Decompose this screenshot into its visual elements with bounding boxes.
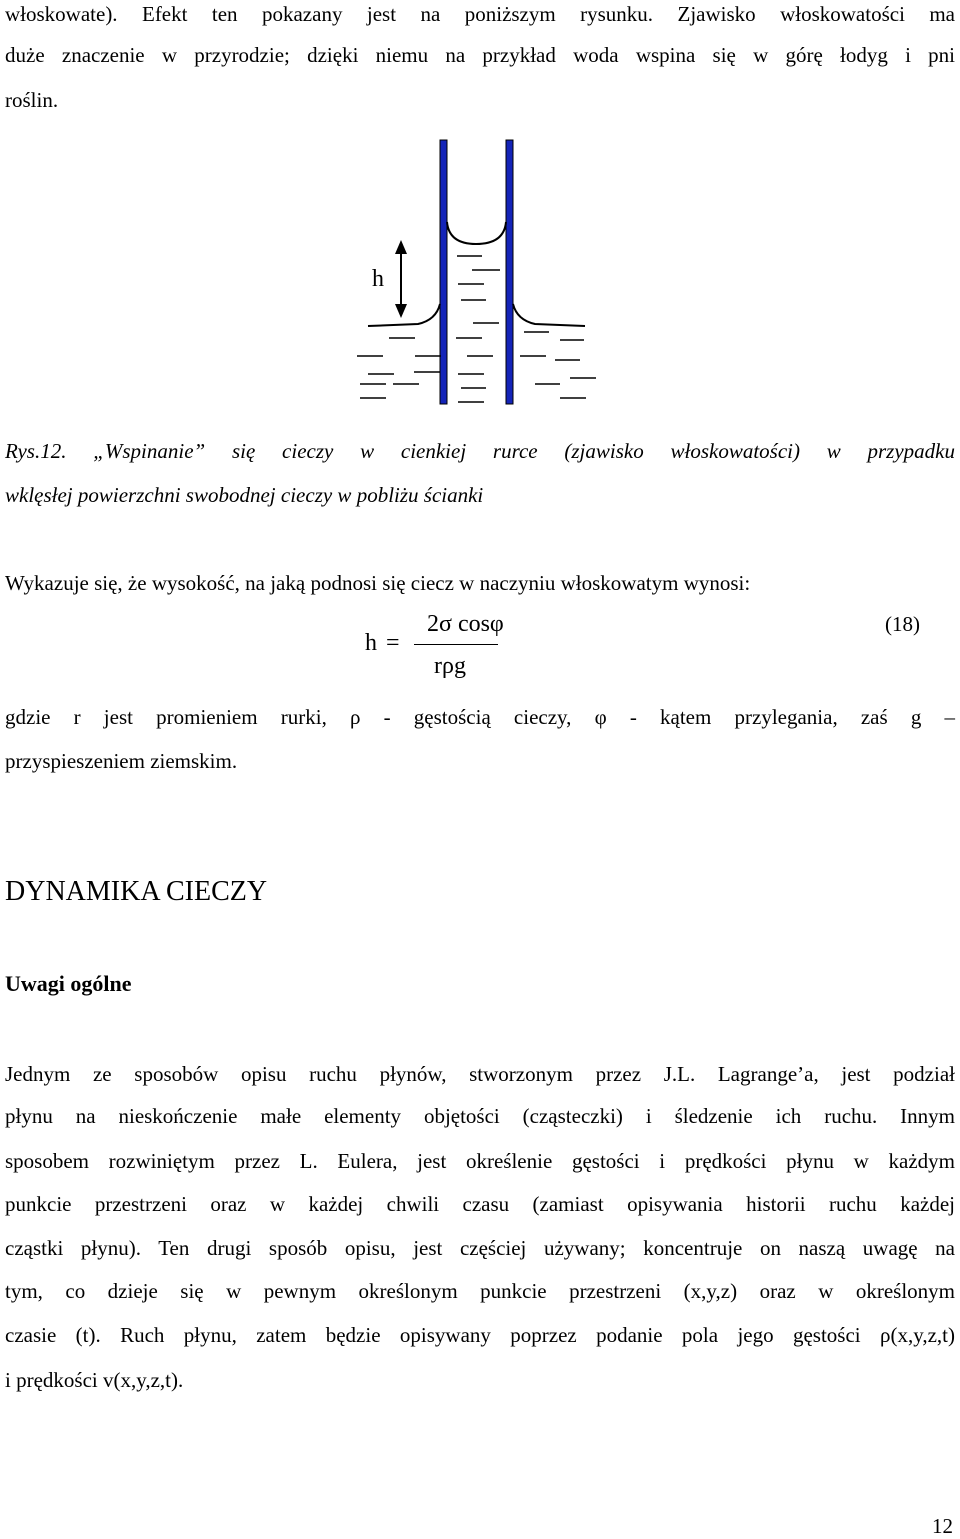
liquid-dashes	[357, 256, 596, 402]
equation-number: (18)	[885, 612, 920, 636]
intro-line-1: włoskowate). Efekt ten pokazany jest na poniższym rysunku. Zjawisko włoskowatości ma	[5, 2, 955, 26]
paragraph-line: cząstki płynu). Ten drugi sposób opisu, jest częściej używany; koncentruje on naszą uwagę na	[5, 1236, 955, 1260]
height-arrow-head-down	[395, 304, 407, 318]
paragraph-line: i prędkości v(x,y,z,t).	[5, 1368, 184, 1392]
formula-equals: =	[386, 630, 400, 656]
outer-surface-right	[513, 304, 585, 326]
page-number: 12	[932, 1514, 953, 1538]
capillary-figure	[350, 135, 610, 415]
fraction-bar	[414, 644, 498, 645]
definitions-line-2: przyspieszeniem ziemskim.	[5, 749, 238, 773]
height-label: h	[372, 266, 384, 292]
caption-line-2: wklęsłej powierzchni swobodnej cieczy w pobliżu ścianki	[5, 483, 484, 507]
paragraph-line: płynu na nieskończenie małe elementy objętości (cząsteczki) i śledzenie ich ruchu. Innym	[5, 1104, 955, 1128]
intro-line-3: roślin.	[5, 88, 59, 112]
formula-intro: Wykazuje się, że wysokość, na jaką podnosi się ciecz w naczyniu włoskowatym wynosi:	[5, 571, 751, 595]
section-title: DYNAMIKA CIECZY	[5, 876, 268, 907]
formula-denominator: rρg	[434, 653, 466, 679]
tube-wall-left	[440, 140, 447, 404]
paragraph-line: sposobem rozwiniętym przez L. Eulera, jest określenie gęstości i prędkości płynu w każdym	[5, 1149, 955, 1173]
height-arrow-head-up	[395, 240, 407, 254]
tube-wall-right	[506, 140, 513, 404]
intro-line-2: duże znaczenie w przyrodzie; dzięki niemu na przykład woda wspina się w górę łodyg i pni	[5, 43, 955, 67]
paragraph-line: Jednym ze sposobów opisu ruchu płynów, stworzonym przez J.L. Lagrange’a, jest podział	[5, 1062, 955, 1086]
subsection-title: Uwagi ogólne	[5, 971, 132, 996]
formula-lhs: h	[365, 630, 377, 656]
paragraph-line: punkcie przestrzeni oraz w każdej chwili czasu (zamiast opisywania historii ruchu każdej	[5, 1192, 955, 1216]
definitions-line-1: gdzie r jest promieniem rurki, ρ - gęstością cieczy, φ - kątem przylegania, zaś g –	[5, 705, 955, 729]
inner-meniscus	[447, 222, 506, 244]
paragraph-line: czasie (t). Ruch płynu, zatem będzie opisywany poprzez podanie pola jego gęstości ρ(x,y,z,t)	[5, 1323, 955, 1347]
caption-line-1: Rys.12. „Wspinanie” się cieczy w cienkiej rurce (zjawisko włoskowatości) w przypadku	[5, 439, 955, 463]
paragraph-line: tym, co dzieje się w pewnym określonym punkcie przestrzeni (x,y,z) oraz w określonym	[5, 1279, 955, 1303]
formula-numerator: 2σ cosφ	[427, 611, 504, 637]
